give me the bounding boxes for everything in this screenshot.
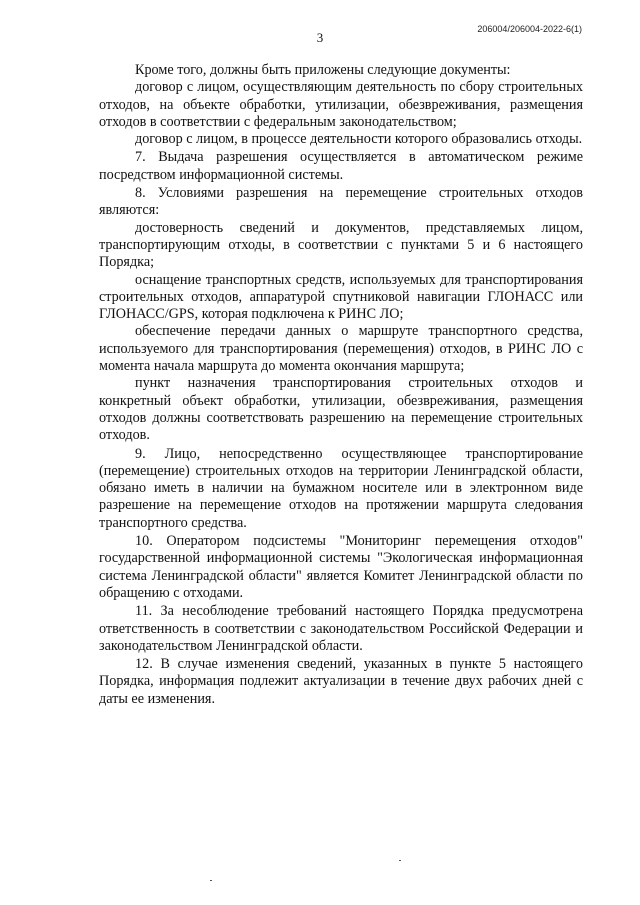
paragraph: 8. Условиями разрешения на перемещение строительных отходов являются: — [99, 185, 583, 219]
body-text — [99, 62, 583, 708]
paragraph: договор с лицом, в процессе деятельности которого образовались отходы. — [135, 131, 583, 148]
paragraph: 10. Оператором подсистемы "Мониторинг перемещения отходов" государственной информационной системы "Экологическая информационная система Ленинградской области" является Комитет Ленинградской области по обращению с отходами. — [99, 533, 583, 601]
paragraph: обеспечение передачи данных о маршруте транспортного средства, используемого для транспортирования (перемещения) отходов, в РИНС ЛО с момента начала маршрута до момента окончания маршрута; — [99, 323, 583, 375]
paragraph: 12. В случае изменения сведений, указанных в пункте 5 настоящего Порядка, информация подлежит актуализации в течение двух рабочих дней с даты ее изменения. — [99, 656, 583, 707]
paragraph: достоверность сведений и документов, представляемых лицом, транспортирующим отходы, в соответствии с пунктами 5 и 6 настоящего Порядка; — [99, 219, 583, 271]
document-id: 206004/206004-2022-6(1) — [477, 24, 582, 34]
paragraph: 11. За несоблюдение требований настоящего Порядка предусмотрена ответственность в соответствии с законодательством Российской Федерации и законодательством Ленинградской области. — [99, 603, 583, 654]
scan-speck — [399, 860, 401, 861]
paragraph: оснащение транспортных средств, используемых для транспортирования строительных отходов, аппаратурой спутниковой навигации ГЛОНАСС или ГЛОНАСС/GPS, которая подключена к РИНС ЛО; — [99, 271, 583, 323]
paragraph: 7. Выдача разрешения осуществляется в автоматическом режиме посредством информационной системы. — [99, 149, 583, 183]
paragraph: 9. Лицо, непосредственно осуществляющее транспортирование (перемещение) строительных отходов на территории Ленинградской области, обязано иметь в наличии на бумажном носителе или в электронном виде разрешение на перемещение отходов на протяжении маршрута следования транспортного средства. — [99, 445, 583, 531]
paragraph: договор с лицом, осуществляющим деятельность по сбору строительных отходов, на объекте обработки, утилизации, обезвреживания, размещения отходов в соответствии с федеральным законодательством; — [99, 79, 583, 130]
paragraph: Кроме того, должны быть приложены следующие документы: — [135, 62, 511, 78]
paragraph: пункт назначения транспортирования строительных отходов и конкретный объект обработки, утилизации, обезвреживания, размещения отходов должны соответствовать разрешению на перемещение строительных отходов. — [99, 375, 583, 444]
page-number: 3 — [316, 30, 324, 45]
scan-speck — [210, 880, 212, 881]
